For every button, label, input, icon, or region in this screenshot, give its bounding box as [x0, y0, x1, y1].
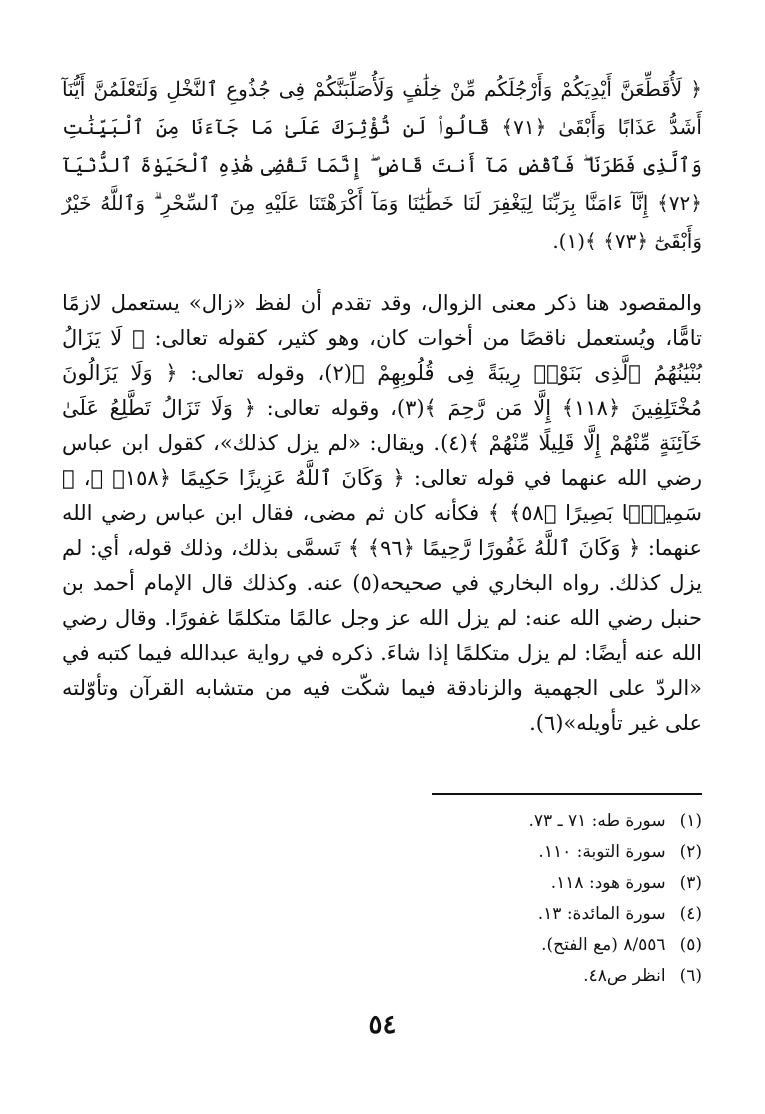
footnote-text: ٨/٥٥٦ (مع الفتح). — [541, 935, 666, 955]
footnote-item — [380, 837, 702, 868]
footnote-item — [380, 806, 702, 837]
footnote-text: سورة التوبة: ١١٠. — [538, 842, 666, 862]
footnote-separator — [432, 793, 702, 795]
main-text-block — [62, 70, 702, 741]
footnote-item — [380, 868, 702, 899]
quran-passage: ﴿ لَأُقَطِّعَنَّ أَيْدِيَكُمْ وَأَرْجُلَكُم مِّنْ خِلَٰفٍ وَلَأُصَلِّبَنَّكُمْ فِى جُذُوعِ ٱلنَّخْلِ وَلَتَعْلَمُنَّ أَيُّنَآ أَشَدُّ عَذَابًا وَأَبْقَىٰ ﴿٧١﴾ قَالُوا۟ لَن نُّؤْثِرَكَ عَلَىٰ مَا جَآءَنَا مِنَ ٱلْبَيِّنَٰتِ وَٱلَّذِى فَطَرَنَا ۖ فَٱقْضِ مَآ أَنتَ قَاضٍ ۖ إِنَّمَا تَقْضِى هَٰذِهِ ٱلْحَيَوٰةَ ٱلدُّنْيَآ ﴿٧٢﴾ إِنَّآ ءَامَنَّا بِرَبِّنَا لِيَغْفِرَ لَنَا خَطَٰيَٰنَا وَمَآ أَكْرَهْتَنَا عَلَيْهِ مِنَ ٱلسِّحْرِ ۗ وَٱللَّهُ خَيْرٌ وَأَبْقَىٰٓ ﴿٧٣﴾ ﴾(١). — [62, 77, 702, 253]
footnote-text: سورة المائدة: ١٣. — [537, 904, 666, 924]
footnote-item — [380, 899, 702, 930]
footnote-text: سورة هود: ١١٨. — [550, 873, 666, 893]
footnote-number: (١) — [679, 811, 702, 831]
footnote-number: (٥) — [679, 935, 702, 955]
main-paragraph: والمقصود هنا ذكر معنى الزوال، وقد تقدم أن لفظ «زال» يستعمل لازمًا تامًّا، ويُستعمل ناقصًا من أخوات كان، وهو كثير، كقوله تعالى: ﴿ لَا يَزَالُ بُنْيَٰنُهُمُ ٱلَّذِى بَنَوْا۟ رِيبَةً فِى قُلُوبِهِمْ ﴾(٢)، وقوله تعالى: ﴿ وَلَا يَزَالُونَ مُخْتَلِفِينَ ﴿١١٨﴾ إِلَّا مَن رَّحِمَ ﴾(٣)، وقوله تعالى: ﴿ وَلَا تَزَالُ تَطَّلِعُ عَلَىٰ خَآئِنَةٍ مِّنْهُمْ إِلَّا قَلِيلًا مِّنْهُمْ ﴾(٤). ويقال: «لم يزل كذلك»، كقول ابن عباس رضي الله عنهما في قوله تعالى: ﴿ وَكَانَ ٱللَّهُ عَزِيزًا حَكِيمًا ﴿١٥٨﴾ ﴾، ﴿ سَمِيعًۢا بَصِيرًا ﴿٥٨﴾ ﴾ فكأنه كان ثم مضى، فقال ابن عباس رضي الله عنهما: ﴿ وَكَانَ ٱللَّهُ غَفُورًا رَّحِيمًا ﴿٩٦﴾ ﴾ تَسمَّى بذلك، وذلك قوله، أي: لم يزل كذلك. رواه البخاري في صحيحه(٥) عنه. وكذلك قال الإمام أحمد بن حنبل رضي الله عنه: لم يزل الله عز وجل عالمًا متكلمًا غفورًا. وقال رضي الله عنه أيضًا: لم يزل متكلمًا إذا شاءَ. ذكره في رواية عبدالله فيما كتبه في «الردّ على الجهمية والزنادقة فيما شكّت فيه من متشابه القرآن وتأوّلته على غير تأويله»(٦). — [62, 291, 703, 735]
footnote-number: (٢) — [679, 842, 702, 862]
footnotes-list — [380, 806, 702, 992]
footnote-item — [380, 930, 702, 961]
footnote-text: سورة طه: ٧١ ـ ٧٣. — [528, 811, 666, 831]
footnote-text: انظر ص٤٨. — [583, 966, 666, 986]
page-number: ٥٤ — [368, 1010, 397, 1040]
footnote-number: (٦) — [679, 966, 702, 986]
footnote-number: (٣) — [679, 873, 702, 893]
footnote-item — [380, 961, 702, 992]
footnote-number: (٤) — [679, 904, 702, 924]
